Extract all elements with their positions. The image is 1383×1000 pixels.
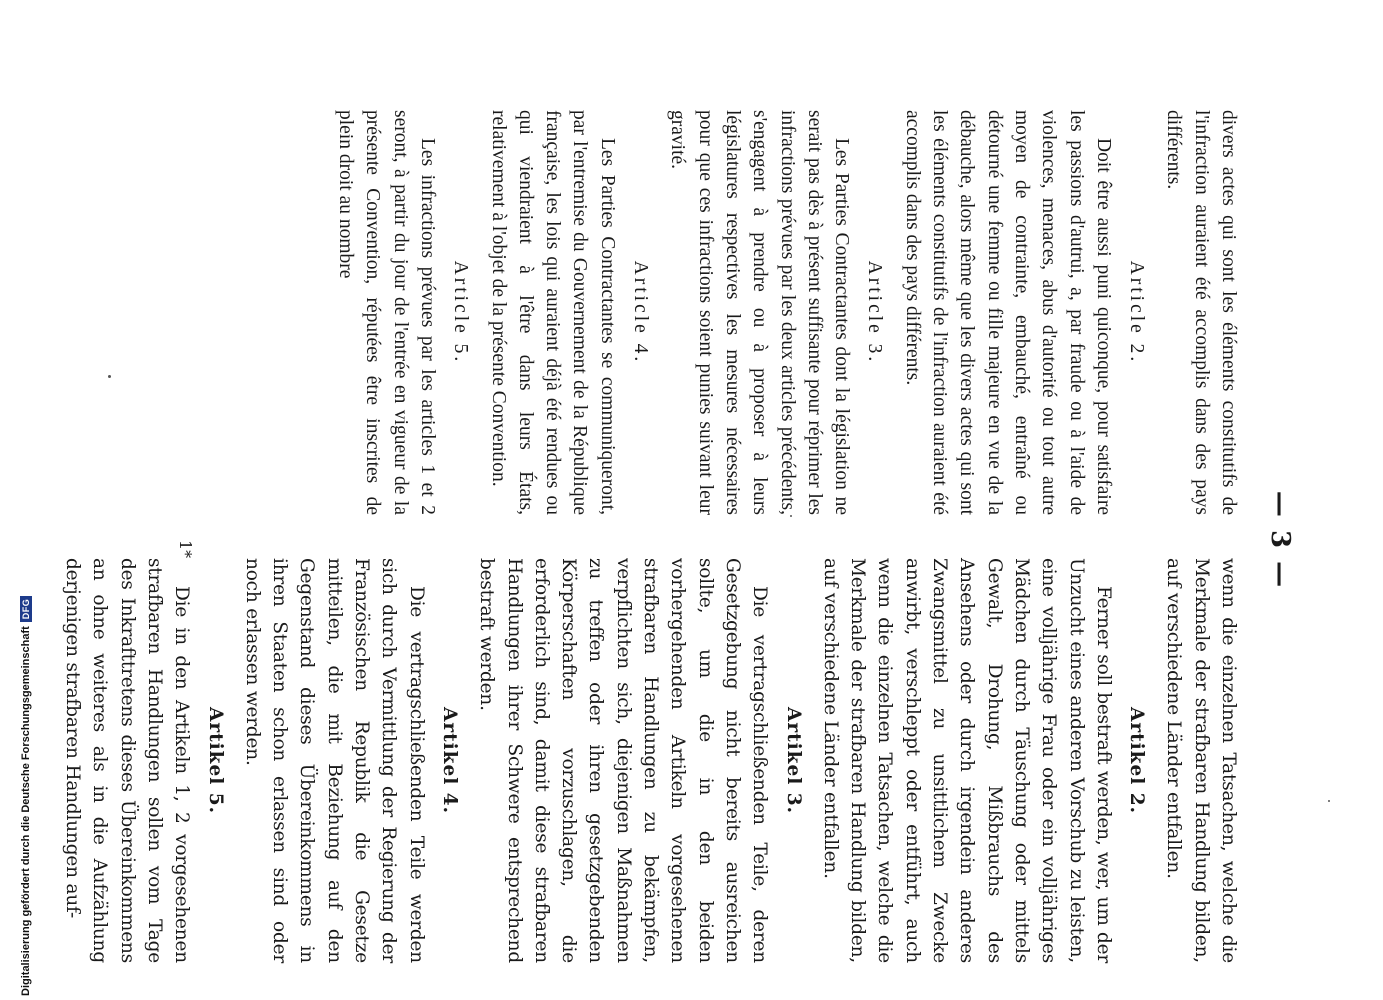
german-intro-paragraph: wenn die einzelnen Tatsachen, welche die Merkmale der strafbaren Handlung bilden, auf verschiedene Länder entfallen. <box>1163 558 1239 963</box>
credit-text: Digitalisierung gefördert durch die Deutsche Forschungsgemeinschaft <box>20 626 32 996</box>
german-article-4-heading: Artikel 4. <box>438 706 460 815</box>
german-article-3-heading: Artikel 3. <box>782 706 804 815</box>
digitisation-credit <box>20 596 32 996</box>
german-article-5-heading: Artikel 5. <box>204 706 226 815</box>
french-article-4-text: Les Parties Contractantes se communiqueront, par l'entremise du Gouvernement de la République française, les lois qui auraient déjà été rendues ou qui viendraient à l'être dans leurs États, relativement à l'objet de la présente Convention. <box>487 110 618 515</box>
german-column <box>59 558 1242 963</box>
page-number: — 3 — <box>1265 490 1295 590</box>
german-article-2-text: Ferner soll bestraft werden, wer, um der Unzucht eines anderen Vorschub zu leisten, eine volljährige Frau oder ein volljähriges Mädchen durch Täuschung oder mittels Gewalt, Drohung, Mißbrauchs des Ansehens oder durch irgendein anderes Zwangsmittel zu unsittlichem Zwecke anwirbt, verschleppt oder entführt, auch wenn die einzelnen Tatsachen, welche die Merkmale der strafbaren Handlung bilden, auf verschiedene Länder entfallen. <box>819 558 1114 963</box>
french-article-2-heading: Article 2. <box>1126 260 1148 365</box>
scan-speck <box>790 515 792 517</box>
scan-speck <box>1328 800 1330 802</box>
signature-mark: 1* <box>176 540 195 559</box>
german-article-5-text: Die in den Artikeln 1, 2 vorgesehenen strafbaren Handlungen sollen vom Tage des Inkrafttretens dieses Übereinkommens an ohne weiteres als in die Aufzählung derjenigen strafbaren Handlungen auf- <box>62 558 193 963</box>
german-article-4-text: Die vertragschließenden Teile werden sich durch Vermittlung der Regierung der Französischen Republik die Gesetze mitteilen, die mit Beziehung auf den Gegenstand dieses Übereinkommens in ihren Staaten schon erlassen sind oder noch erlassen werden. <box>241 558 427 963</box>
french-article-3-text: Les Parties Contractantes dont la législation ne serait pas dès à présent suffisante pour réprimer les infractions prévues par les deux articles précédents, s'engagent à prendre ou à proposer à leurs législatures respectives les mesures nécessaires pour que ces infractions soient punies suivant leur gravité. <box>667 110 853 515</box>
french-article-3-heading: Article 3. <box>864 260 886 365</box>
french-article-5-heading: Article 5. <box>450 260 472 365</box>
scanned-page <box>62 110 1300 970</box>
french-column <box>332 110 1242 515</box>
french-article-5-text: Les infractions prévues par les articles 1 et 2 seront, à partir du jour de l'entrée en vigueur de la présente Convention, réputées être inscrites de plein droit au nombre <box>335 110 438 515</box>
scan-speck <box>108 375 111 378</box>
french-article-4-heading: Article 4. <box>630 260 652 365</box>
dfg-logo: DFG <box>20 596 32 623</box>
german-article-3-text: Die vertragschließenden Teile, deren Gesetzgebung nicht bereits ausreichen sollte, um die in den beiden vorhergehenden Artikeln vorgesehenen strafbaren Handlungen zu bekämpfen, verpflichten sich, diejenigen Maßnahmen zu treffen oder ihren gesetzgebenden Körperschaften vorzuschlagen, die erforderlich sind, damit diese strafbaren Handlungen ihrer Schwere entsprechend bestraft werden. <box>476 558 771 963</box>
german-article-2-heading: Artikel 2. <box>1126 706 1148 815</box>
french-intro-paragraph: divers actes qui sont les éléments constitutifs de l'infraction auraient été accomplis dans des pays différents. <box>1163 110 1239 515</box>
french-article-2-text: Doit être aussi puni quiconque, pour satisfaire les passions d'autrui, a, par fraude ou à l'aide de violences, menaces, abus d'autorité ou tout autre moyen de contrainte, embauché, entraîné ou détourné une femme ou fille majeure en vue de la débauche, alors même que les divers actes qui sont les éléments constitutifs de l'infraction auraient été accomplis dans des pays différents. <box>901 110 1114 515</box>
